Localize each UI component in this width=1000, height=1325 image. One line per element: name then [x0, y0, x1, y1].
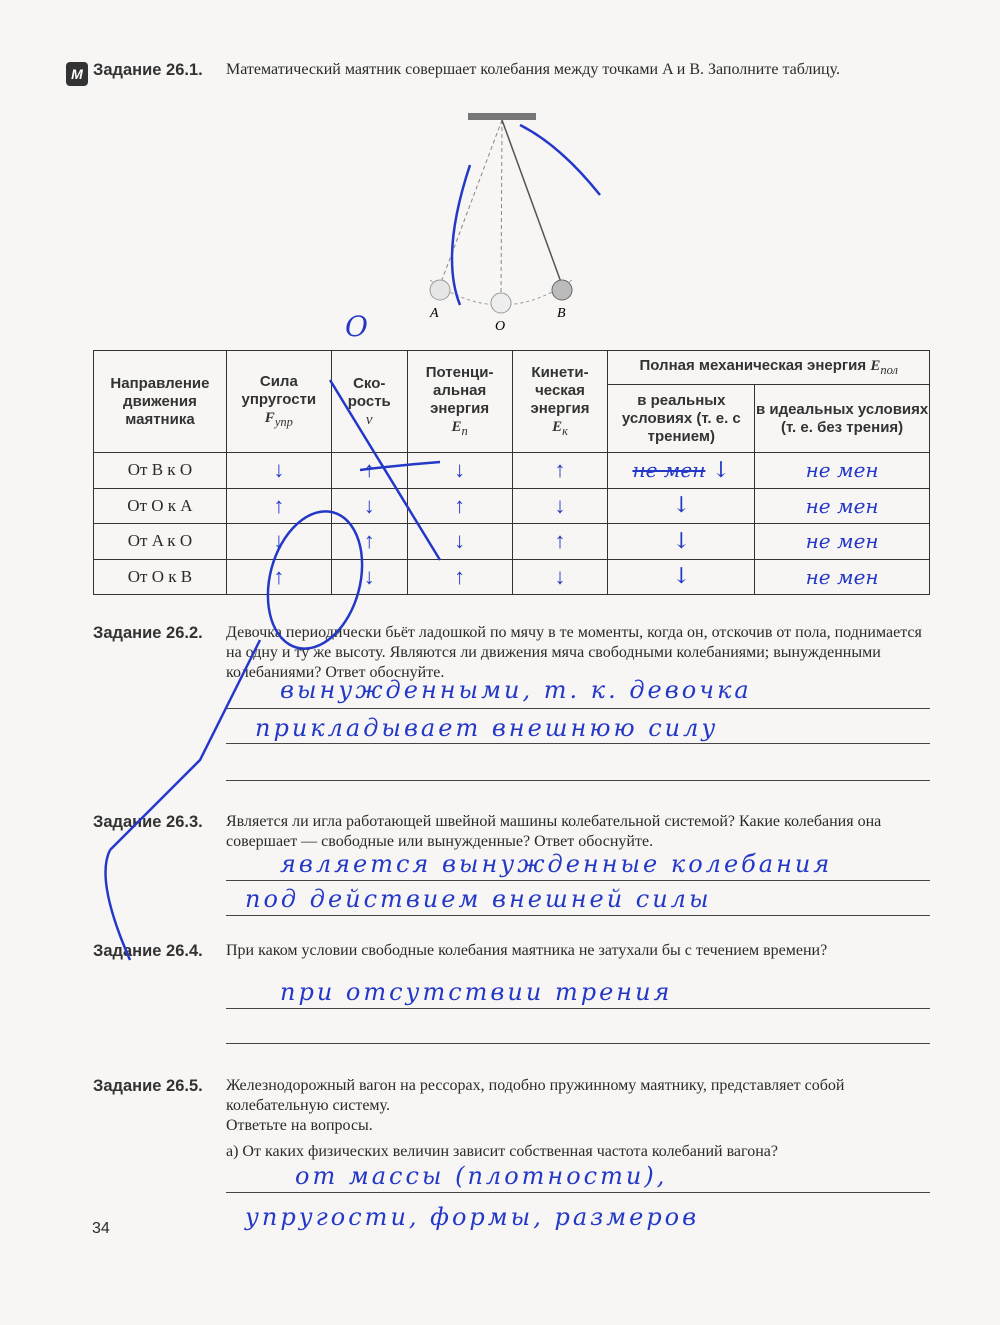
task-26-2-label: Задание 26.2. — [93, 624, 203, 642]
real-cell — [608, 488, 755, 524]
ideal-cell: не мен — [755, 524, 930, 560]
task-26-3-label: Задание 26.3. — [93, 813, 203, 831]
force-cell: ↑ — [226, 488, 331, 524]
real-cell — [608, 559, 755, 595]
pen-scribble — [452, 125, 600, 305]
task-26-1-label: Задание 26.1. — [93, 61, 203, 79]
task-26-5-label: Задание 26.5. — [93, 1077, 203, 1095]
table-row — [94, 559, 930, 595]
potential-cell: ↓ — [407, 524, 512, 560]
header-speed: Ско-рость v — [331, 351, 407, 453]
direction-cell: От A к O — [94, 524, 227, 560]
header-total: Полная механическая энергия $E_{пол}$ — [608, 351, 930, 385]
header-real: в реальных условиях (т. е. с трением) — [608, 385, 755, 453]
label-b: B — [557, 306, 566, 321]
header-force: Сила упругости $F_{упр}$ — [226, 351, 331, 453]
ideal-cell: не мен — [755, 453, 930, 489]
potential-cell: ↓ — [407, 453, 512, 489]
answer-26-3-line-2: под действием внешней силы — [245, 885, 712, 913]
speed-cell: ↓ — [331, 559, 407, 595]
pendulum-mount — [468, 113, 536, 120]
string-a — [440, 120, 502, 285]
answer-line — [226, 880, 930, 881]
answer-26-2-line-2: прикладывает внешнюю силу — [255, 714, 719, 742]
ball-b — [552, 280, 572, 300]
answer-26-5-line-1: от массы (плотности), — [295, 1162, 668, 1190]
task-26-2-text: Девочка периодически бьёт ладошкой по мячу в те моменты, когда он, отскочив от пола, поднимается на одну и ту же высоту. Являются ли движения мяча свободными колебаниями; вынужденными колебаниями? Ответ обоснуйте. — [226, 624, 922, 681]
handwritten-o: O — [345, 310, 371, 343]
string-b — [502, 120, 562, 285]
answer-line — [226, 780, 930, 781]
speed-cell: ↓ — [331, 488, 407, 524]
header-direction: Направление движения маятника — [94, 351, 227, 453]
force-cell: ↑ — [226, 559, 331, 595]
kinetic-cell: ↑ — [512, 524, 608, 560]
task-26-5-text-2: Ответьте на вопросы. — [226, 1117, 373, 1134]
direction-cell: От B к O — [94, 453, 227, 489]
real-arrow: ↓ — [711, 457, 731, 483]
direction-cell: От O к B — [94, 559, 227, 595]
task-26-4-label: Задание 26.4. — [93, 942, 203, 960]
pendulum-figure — [400, 105, 620, 335]
ball-o — [491, 293, 511, 313]
pendulum-table — [93, 350, 930, 595]
speed-cell: ↑ — [331, 524, 407, 560]
header-potential: Потенци-альная энергия $E_п$ — [407, 351, 512, 453]
answer-line — [226, 1008, 930, 1009]
task-26-3-text: Является ли игла работающей швейной машины колебательной системой? Какие колебания она совершает — свободные или вынужденные? Ответ обоснуйте. — [226, 813, 882, 850]
task-26-5-text: Железнодорожный вагон на рессорах, подобно пружинному маятнику, представляет собой колебательную систему. — [226, 1077, 845, 1114]
table-row — [94, 488, 930, 524]
answer-line — [226, 708, 930, 709]
answer-line — [226, 915, 930, 916]
real-arrow: ↓ — [672, 564, 691, 590]
task-26-1-text: Математический маятник совершает колебания между точками A и B. Заполните таблицу. — [226, 61, 840, 78]
answer-line — [226, 1043, 930, 1044]
force-cell: ↓ — [226, 524, 331, 560]
ball-a — [430, 280, 450, 300]
answer-26-4: при отсутствии трения — [280, 978, 673, 1006]
answer-26-3-line-1: является вынужденные колебания — [280, 850, 833, 878]
task-26-5-question-a: а) От каких физических величин зависит собственная частота колебаний вагона? — [226, 1143, 778, 1160]
answer-line — [226, 1192, 930, 1193]
kinetic-cell: ↓ — [512, 559, 608, 595]
force-cell: ↓ — [226, 453, 331, 489]
ideal-cell: не мен — [755, 488, 930, 524]
label-o: O — [495, 319, 506, 334]
potential-cell: ↑ — [407, 488, 512, 524]
task-26-4-text: При каком условии свободные колебания маятника не затухали бы с течением времени? — [226, 942, 828, 959]
header-kinetic: Кинети-ческая энергия $E_к$ — [512, 351, 608, 453]
answer-26-5-line-2: упругости, формы, размеров — [245, 1203, 700, 1231]
real-cell — [608, 453, 755, 489]
kinetic-cell: ↑ — [512, 453, 608, 489]
textbook-icon: М — [66, 62, 88, 86]
real-arrow: ↓ — [672, 493, 691, 519]
struck-answer: не мен — [632, 457, 706, 482]
answer-line — [226, 743, 930, 744]
label-a: A — [430, 306, 439, 321]
potential-cell: ↑ — [407, 559, 512, 595]
ideal-cell: не мен — [755, 559, 930, 595]
speed-cell: ↑ — [331, 453, 407, 489]
real-arrow: ↓ — [672, 528, 691, 554]
answer-26-2-line-1: вынужденными, т. к. девочка — [280, 676, 752, 704]
string-o — [501, 120, 502, 297]
page-number: 34 — [92, 1220, 110, 1237]
table-row — [94, 453, 930, 489]
kinetic-cell: ↓ — [512, 488, 608, 524]
real-cell — [608, 524, 755, 560]
header-ideal: в идеальных условиях (т. е. без трения) — [755, 385, 930, 453]
direction-cell: От O к A — [94, 488, 227, 524]
table-row — [94, 524, 930, 560]
